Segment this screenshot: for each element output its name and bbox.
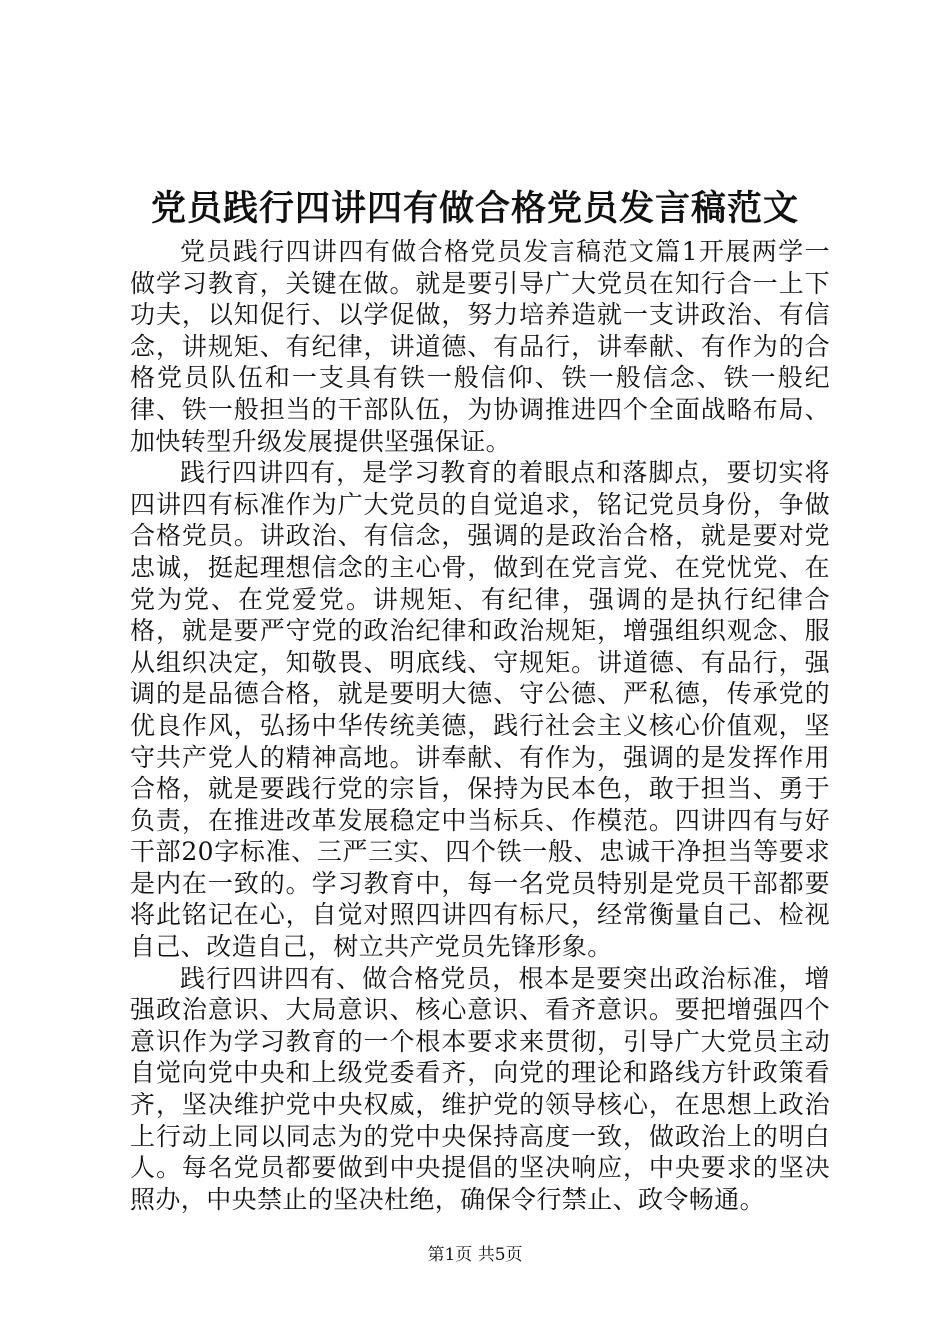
page-title: 党员践行四讲四有做合格党员发言稿范文 [150, 188, 799, 229]
document-body [130, 236, 830, 1215]
paragraph-2: 践行四讲四有，是学习教育的着眼点和落脚点，要切实将四讲四有标准作为广大党员的自觉追求，铭记党员身份，争做合格党员。讲政治、有信念，强调的是政治合格，就是要对党忠诚，挺起理想信念的主心骨，做到在党言党、在党忧党、在党为党、在党爱党。讲规矩、有纪律，强调的是执行纪律合格，就是要严守党的政治纪律和政治规矩，增强组织观念、服从组织决定，知敬畏、明底线、守规矩。讲道德、有品行，强调的是品德合格，就是要明大德、守公德、严私德，传承党的优良作风，弘扬中华传统美德，践行社会主义核心价值观，坚守共产党人的精神高地。讲奉献、有作为，强调的是发挥作用合格，就是要践行党的宗旨，保持为民本色，敢于担当、勇于负责，在推进改革发展稳定中当标兵、作模范。四讲四有与好干部20字标准、三严三实、四个铁一般、忠诚干净担当等要求是内在一致的。学习教育中，每一名党员特别是党员干部都要将此铭记在心，自觉对照四讲四有标尺，经常衡量自己、检视自己、改造自己，树立共产党员先锋形象。 [130, 458, 830, 962]
paragraph-1: 党员践行四讲四有做合格党员发言稿范文篇1开展两学一做学习教育，关键在做。就是要引导广大党员在知行合一上下功夫，以知促行、以学促做，努力培养造就一支讲政治、有信念，讲规矩、有纪律，讲道德、有品行，讲奉献、有作为的合格党员队伍和一支具有铁一般信仰、铁一般信念、铁一般纪律、铁一般担当的干部队伍，为协调推进四个全面战略布局、加快转型升级发展提供坚强保证。 [130, 237, 830, 456]
page-footer: 第1页 共5页 [427, 1245, 523, 1265]
paragraph-3: 践行四讲四有、做合格党员，根本是要突出政治标准，增强政治意识、大局意识、核心意识、看齐意识。要把增强四个意识作为学习教育的一个根本要求来贯彻，引导广大党员主动自觉向党中央和上级党委看齐，向党的理论和路线方针政策看齐，坚决维护党中央权威，维护党的领导核心，在思想上政治上行动上同以同志为的党中央保持高度一致，做政治上的明白人。每名党员都要做到中央提倡的坚决响应，中央要求的坚决照办，中央禁止的坚决杜绝，确保令行禁止、政令畅通。 [130, 963, 830, 1214]
